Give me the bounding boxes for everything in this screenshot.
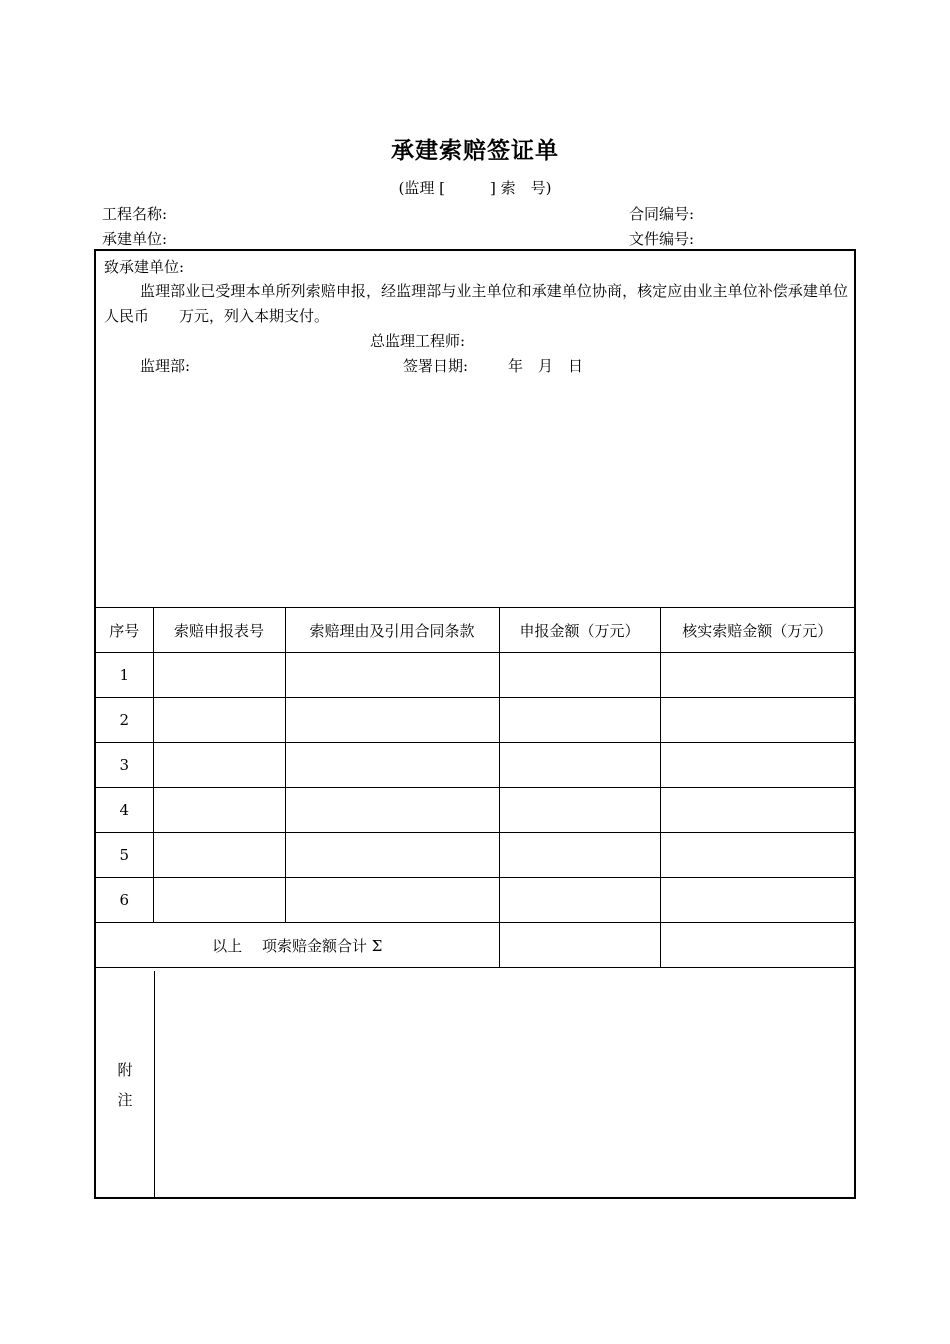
project-name-label: 工程名称: [102,205,168,223]
row-serial: 2 [96,698,153,743]
row-serial: 1 [96,653,153,698]
table-header-row [96,608,854,653]
verified-amount-cell[interactable] [660,878,854,923]
col-header-serial: 序号 [96,608,153,653]
contract-no-label: 合同编号: [629,205,695,223]
claim-reason-cell[interactable] [285,833,499,878]
table-row [96,833,854,878]
declared-amount-cell[interactable] [499,743,660,788]
claims-table [96,608,854,968]
summary-row [96,923,854,968]
declared-amount-cell[interactable] [499,833,660,878]
recipient-line: 致承建单位: [104,258,185,276]
table-row [96,788,854,833]
notes-label-char: 附 [117,1061,133,1079]
claim-reason-cell[interactable] [285,878,499,923]
col-header-verified-amount: 核实索赔金额（万元） [660,608,854,653]
declared-total-cell[interactable] [499,923,660,968]
contractor-label: 承建单位: [102,230,168,248]
row-serial: 3 [96,743,153,788]
notice-body: 监理部业已受理本单所列索赔申报，经监理部与业主单位和承建单位协商，核定应由业主单位补偿承建单位人民币 万元，列入本期支付。 [104,282,848,325]
row-serial: 6 [96,878,153,923]
notes-section [96,971,854,1199]
table-row [96,743,854,788]
table-row [96,653,854,698]
page-title: 承建索赔签证单 [391,138,559,164]
declared-amount-cell[interactable] [499,698,660,743]
table-row [96,878,854,923]
row-serial: 4 [96,788,153,833]
claim-form-no-cell[interactable] [153,653,285,698]
claim-form-no-cell[interactable] [153,788,285,833]
form-frame [94,249,856,1199]
claim-form-no-cell[interactable] [153,743,285,788]
table-row [96,698,854,743]
declared-amount-cell[interactable] [499,878,660,923]
supervision-dept-label: 监理部: [140,357,191,375]
claim-reason-cell[interactable] [285,743,499,788]
verified-amount-cell[interactable] [660,833,854,878]
sign-date-label: 签署日期: [403,357,469,375]
sign-date-value: 年 月 日 [508,357,584,375]
verified-amount-cell[interactable] [660,743,854,788]
verified-amount-cell[interactable] [660,653,854,698]
verified-amount-cell[interactable] [660,698,854,743]
col-header-declared-amount: 申报金额（万元） [499,608,660,653]
col-header-claim-form-no: 索赔申报表号 [153,608,285,653]
declared-amount-cell[interactable] [499,653,660,698]
claim-form-no-cell[interactable] [153,698,285,743]
verified-amount-cell[interactable] [660,788,854,833]
summary-label: 以上 项索赔金额合计 Σ [96,923,499,968]
row-serial: 5 [96,833,153,878]
notes-content-area[interactable] [155,971,854,1199]
claim-reason-cell[interactable] [285,788,499,833]
claim-reason-cell[interactable] [285,653,499,698]
document-number: (监理 [ ] 索 号) [398,179,552,197]
claim-form-no-cell[interactable] [153,833,285,878]
chief-engineer-label: 总监理工程师: [370,332,466,350]
verified-total-cell[interactable] [660,923,854,968]
notes-label-char: 注 [117,1091,133,1109]
declared-amount-cell[interactable] [499,788,660,833]
claim-reason-cell[interactable] [285,698,499,743]
claim-form-no-cell[interactable] [153,878,285,923]
notice-section [96,251,854,608]
col-header-claim-reason: 索赔理由及引用合同条款 [285,608,499,653]
notes-label [96,971,155,1199]
file-no-label: 文件编号: [629,230,695,248]
